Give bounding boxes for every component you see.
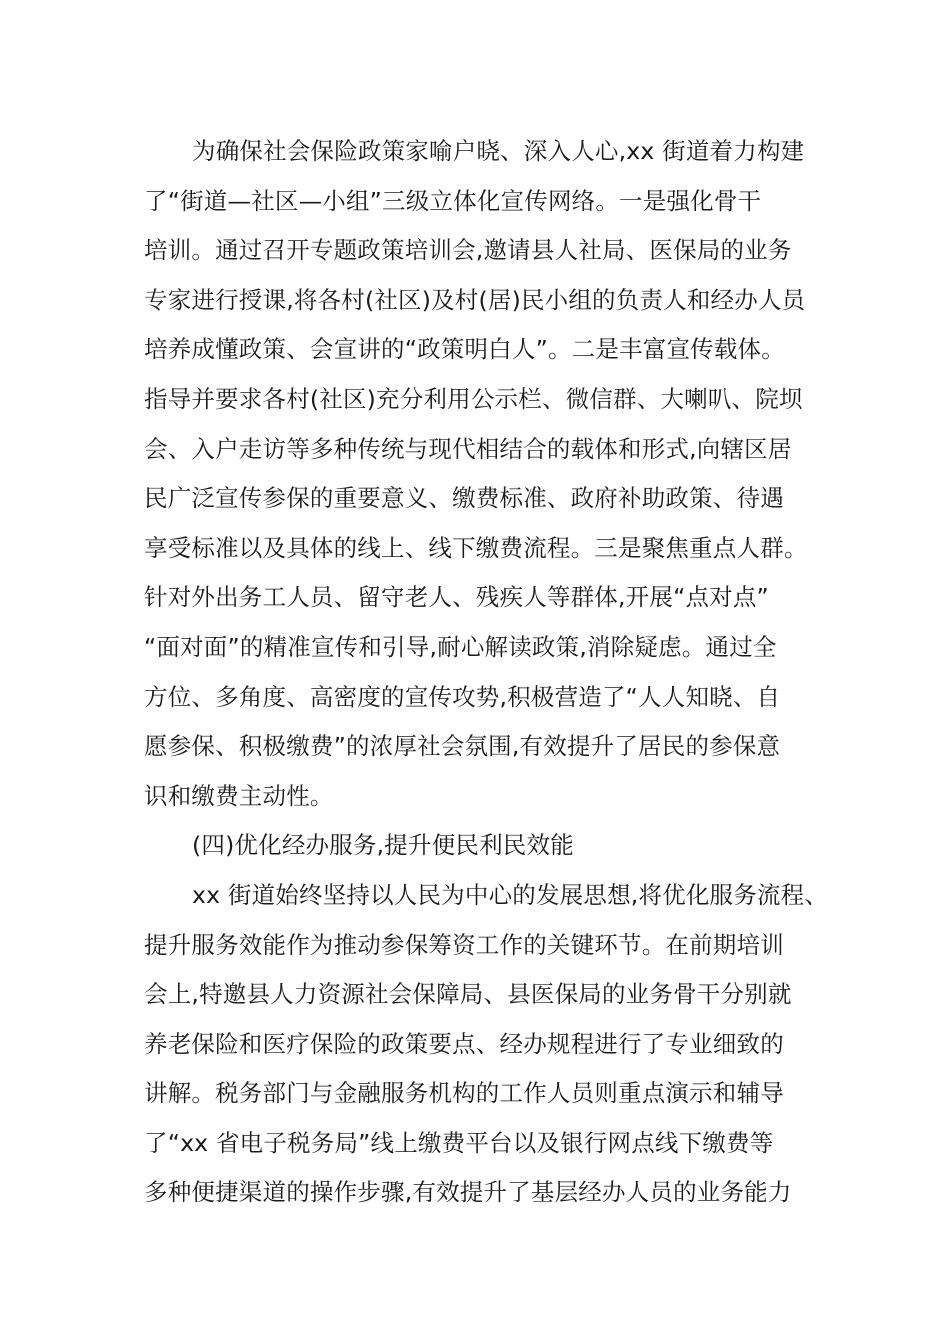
text-line: 针对外出务工人员、留守老人、残疾人等群体,开展“点对点” [144, 583, 769, 612]
text-line: 提升服务效能作为推动参保筹资工作的关键环节。在前期培训 [144, 930, 784, 959]
text-line: 指导并要求各村(社区)充分利用公示栏、微信群、大喇叭、院坝 [144, 384, 803, 413]
text-line: 培训。通过召开专题政策培训会,邀请县人社局、医保局的业务 [144, 236, 792, 265]
text-line: 会、入户走访等多种传统与现代相结合的载体和形式,向辖区居 [144, 434, 792, 463]
text-line: 识和缴费主动性。 [144, 781, 334, 810]
text-line: 享受标准以及具体的线上、线下缴费流程。三是聚焦重点人群。 [144, 533, 808, 562]
text-line: 养老保险和医疗保险的政策要点、经办规程进行了专业细致的 [144, 1029, 784, 1058]
body-text [144, 127, 829, 1218]
text-line: 讲解。税务部门与金融服务机构的工作人员则重点演示和辅导 [144, 1079, 784, 1108]
text-line: 愿参保、积极缴费”的浓厚社会氛围,有效提升了居民的参保意 [144, 732, 781, 761]
text-line: 方位、多角度、高密度的宣传攻势,积极营造了“人人知晓、自 [144, 682, 781, 711]
text-line: 民广泛宣传参保的重要意义、缴费标准、政府补助政策、待遇 [144, 484, 784, 513]
text-line: 了“街道—社区—小组”三级立体化宣传网络。一是强化骨干 [144, 186, 762, 215]
section-heading: (四)优化经办服务,提升便民利民效能 [192, 831, 574, 860]
text-line: 了“xx 省电子税务局”线上缴费平台以及银行网点线下缴费等 [144, 1128, 774, 1157]
text-line: 多种便捷渠道的操作步骤,有效提升了基层经办人员的业务能力 [144, 1178, 792, 1207]
text-line: “面对面”的精准宣传和引导,耐心解读政策,消除疑虑。通过全 [144, 632, 777, 661]
text-line: 专家进行授课,将各村(社区)及村(居)民小组的负责人和经办人员 [144, 285, 806, 314]
text-line: 培养成懂政策、会宣讲的“政策明白人”。二是丰富宣传载体。 [144, 335, 785, 364]
text-line: 会上,特邀县人力资源社会保障局、县医保局的业务骨干分别就 [144, 980, 792, 1009]
text-line: xx 街道始终坚持以人民为中心的发展思想,将优化服务流程、 [192, 880, 829, 909]
text-line: 为确保社会保险政策家喻户晓、深入人心,xx 街道着力构建 [192, 137, 805, 165]
